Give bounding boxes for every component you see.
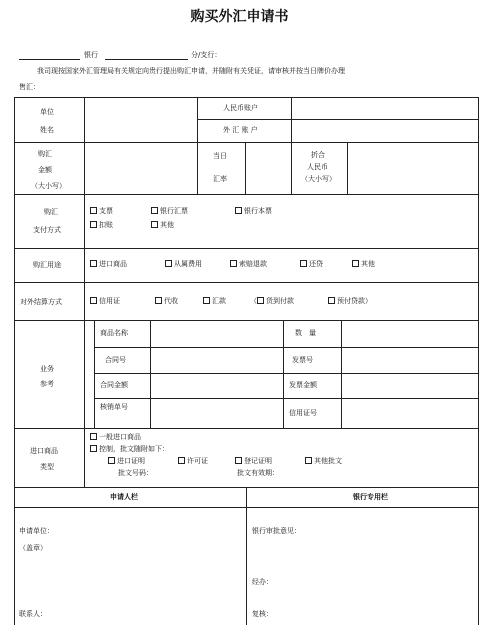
import-option-controlled[interactable]: 控制，批文随附如下： <box>90 445 169 454</box>
goods-name-field[interactable] <box>151 321 282 346</box>
checkbox-icon[interactable] <box>90 445 97 452</box>
page-title: 购买外汇申请书 <box>190 9 289 25</box>
handler-label: 经办： <box>252 578 273 586</box>
contract-no-label: 合同号 <box>105 356 126 364</box>
invoice-no-label: 发票号 <box>292 356 313 364</box>
settlement-option-prepay[interactable]: 预付贷款） <box>328 297 372 306</box>
rmb-amount-field[interactable] <box>348 143 477 193</box>
checkbox-icon[interactable] <box>178 457 185 464</box>
usage-label: 购汇用途 <box>33 261 61 269</box>
checkbox-icon[interactable] <box>203 297 210 304</box>
checkbox-icon[interactable] <box>90 207 97 214</box>
rmb-account-field[interactable] <box>292 98 477 118</box>
rmb-account-label: 人民币账户 <box>223 104 258 112</box>
usage-option-import[interactable]: 进口商品 <box>90 260 127 269</box>
checkbox-icon[interactable] <box>352 260 359 267</box>
settlement-option-lc[interactable]: 信用证 <box>90 297 120 306</box>
name-label: 姓名 <box>40 126 54 134</box>
writeoff-no-field[interactable] <box>151 399 282 427</box>
payment-label-1: 购汇 <box>44 208 58 216</box>
branch-label: 分/支行： <box>191 51 222 59</box>
payment-label-2: 支付方式 <box>33 226 61 234</box>
import-type-label-1: 进口商品 <box>30 447 58 455</box>
checkbox-icon[interactable] <box>155 297 162 304</box>
bank-label: 银行 <box>84 51 98 59</box>
import-sub-registration[interactable]: 登记证明 <box>235 457 272 466</box>
fx-account-field[interactable] <box>292 120 477 141</box>
checkbox-icon[interactable] <box>90 260 97 267</box>
checkbox-icon[interactable] <box>230 260 237 267</box>
checkbox-icon[interactable] <box>165 260 172 267</box>
quantity-label: 数 量 <box>295 329 316 337</box>
checkbox-icon[interactable] <box>235 457 242 464</box>
bank-column-header: 银行专用栏 <box>353 493 388 501</box>
table-rule <box>246 487 247 625</box>
checkbox-icon[interactable] <box>235 207 242 214</box>
bank-opinion-label: 银行审批意见： <box>252 527 301 535</box>
checkbox-icon[interactable] <box>90 221 97 228</box>
convert-label: 折合 <box>311 151 325 159</box>
branch-name-blank[interactable] <box>105 59 188 60</box>
payment-option-debit[interactable]: 扣账 <box>90 221 113 230</box>
checkbox-icon[interactable] <box>151 207 158 214</box>
table-rule <box>84 428 85 487</box>
settlement-label: 对外结算方式 <box>20 298 62 306</box>
goods-name-label: 商品名称 <box>100 329 128 337</box>
amount-label: 金额 <box>38 166 52 174</box>
writeoff-no-label: 核销单号 <box>100 403 128 411</box>
rate-label: 汇率 <box>213 175 227 183</box>
payment-option-draft[interactable]: 银行汇票 <box>151 207 188 216</box>
payment-option-cashier[interactable]: 银行本票 <box>235 207 272 216</box>
intro-paragraph-end: 售汇： <box>19 83 40 91</box>
reviewer-label: 复核： <box>252 610 273 618</box>
same-day-label: 当日 <box>213 152 227 160</box>
table-rule <box>197 97 198 142</box>
settlement-option-collection[interactable]: 代收 <box>155 297 178 306</box>
usage-option-refund[interactable]: 索赔退款 <box>230 260 267 269</box>
invoice-amount-label: 发票金额 <box>289 381 317 389</box>
approval-no-label: 批文号码： <box>118 469 153 477</box>
capital-label: （大小写） <box>31 182 66 190</box>
checkbox-icon[interactable] <box>257 297 264 304</box>
contact-label: 联系人： <box>19 610 47 618</box>
fx-purchase-label: 购汇 <box>38 150 52 158</box>
import-sub-license[interactable]: 许可证 <box>178 457 208 466</box>
checkbox-icon[interactable] <box>108 457 115 464</box>
checkbox-icon[interactable] <box>90 433 97 440</box>
applicant-column-header: 申请人栏 <box>110 493 138 501</box>
table-rule <box>291 142 292 194</box>
unit-label: 单位 <box>40 108 54 116</box>
fx-account-label: 外 汇 账 户 <box>223 126 258 134</box>
checkbox-icon[interactable] <box>305 457 312 464</box>
quantity-field[interactable] <box>342 321 477 346</box>
applicant-unit-label: 申请单位： <box>19 527 54 535</box>
capital-label-2: （大小写） <box>301 175 336 183</box>
checkbox-icon[interactable] <box>151 221 158 228</box>
seal-label: （盖章） <box>19 544 47 552</box>
settlement-option-remittance[interactable]: 汇款 <box>203 297 226 306</box>
settlement-option-cod[interactable]: （ 货到付款 <box>250 297 294 305</box>
usage-option-loan[interactable]: 还贷 <box>300 260 323 269</box>
table-rule <box>94 320 95 428</box>
rmb-label: 人民币 <box>307 163 328 171</box>
import-type-label-2: 类型 <box>40 463 54 471</box>
contract-amount-label: 合同金额 <box>100 381 128 389</box>
table-rule <box>283 320 284 428</box>
contract-no-field[interactable] <box>151 348 282 372</box>
checkbox-icon[interactable] <box>328 297 335 304</box>
lc-no-field[interactable] <box>342 399 477 427</box>
invoice-amount-field[interactable] <box>342 374 477 397</box>
import-option-general[interactable]: 一般进口商品 <box>90 433 141 442</box>
exchange-rate-field[interactable] <box>246 143 290 193</box>
fx-amount-field[interactable] <box>85 143 196 193</box>
intro-paragraph: 我司现按国家外汇管理局有关规定向贵行提出购汇申请，并随附有关凭证，请审核并按当日牌价办理 <box>37 67 345 75</box>
table-border-left <box>14 97 15 625</box>
usage-option-fees[interactable]: 从属费用 <box>165 260 202 269</box>
import-sub-other[interactable]: 其他批文 <box>305 457 342 466</box>
invoice-no-field[interactable] <box>342 348 477 372</box>
usage-option-other[interactable]: 其他 <box>352 260 375 269</box>
business-label-1: 业务 <box>40 365 54 373</box>
table-rule <box>197 142 198 194</box>
payment-option-other[interactable]: 其他 <box>151 221 174 230</box>
checkbox-icon[interactable] <box>300 260 307 267</box>
business-label-2: 参考 <box>40 380 54 388</box>
payment-option-check[interactable]: 支票 <box>90 207 113 216</box>
checkbox-icon[interactable] <box>90 297 97 304</box>
approval-valid-label: 批文有效期： <box>237 469 279 477</box>
contract-amount-field[interactable] <box>151 374 282 397</box>
applicant-name-field[interactable] <box>85 98 196 141</box>
bank-name-blank[interactable] <box>19 59 80 60</box>
import-sub-certificate[interactable]: 进口证明 <box>108 457 145 466</box>
lc-no-label: 信用证号 <box>289 409 317 417</box>
